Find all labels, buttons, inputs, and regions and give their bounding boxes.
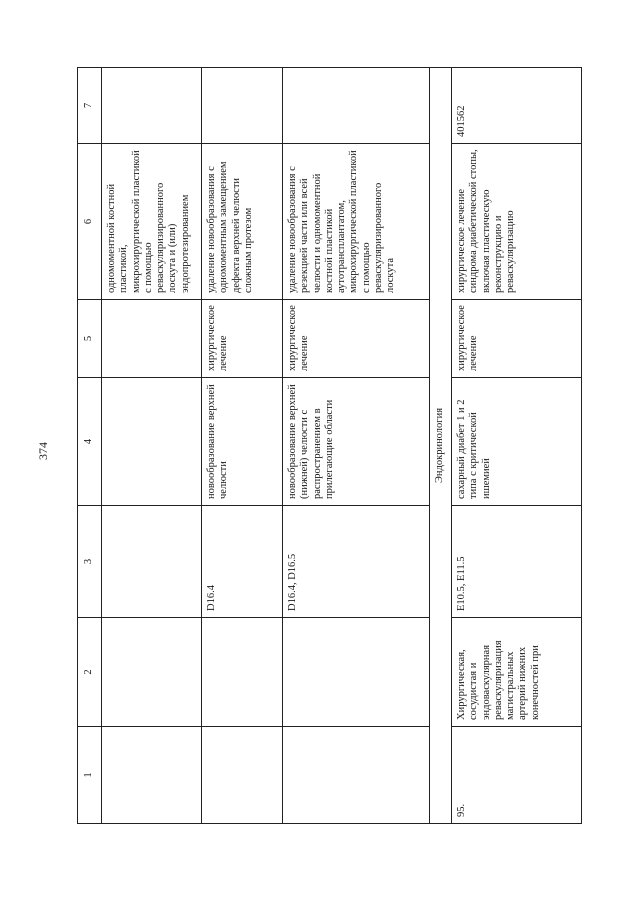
cell-diagnosis: сахарный диабет 1 и 2 типа с критической ишемией bbox=[452, 378, 582, 506]
header-row bbox=[78, 68, 102, 824]
cell-treatment-method: удаление новообразования с резекцией части или всей челюсти и одномоментной костной пластикой аутотрансплантатом, микрохирургической пластикой с помощью реваскуляризированного лоскута bbox=[283, 144, 430, 300]
cell-icd-code: E10.5, E11.5 bbox=[452, 506, 582, 618]
header-cell-5: 5 bbox=[78, 300, 102, 378]
cell-treatment-method: одномоментной костной пластикой, микрохирургической пластикой с помощью реваскуляризированного лоскута и (или) эндопротезированием bbox=[102, 144, 202, 300]
cell-number bbox=[202, 727, 283, 824]
header-cell-1: 1 bbox=[78, 727, 102, 824]
cell-care-type bbox=[102, 618, 202, 727]
cell-icd-code: D16.4 bbox=[202, 506, 283, 618]
cell-icd-code bbox=[102, 506, 202, 618]
cell-treatment-type: хирургическое лечение bbox=[202, 300, 283, 378]
cell-diagnosis bbox=[102, 378, 202, 506]
table-row bbox=[283, 68, 430, 824]
cell-number bbox=[102, 727, 202, 824]
header-cell-2: 2 bbox=[78, 618, 102, 727]
cell-treatment-method: хирургическое лечение синдрома диабетической стопы, включая пластическую реконструкцию и реваскуляризацию bbox=[452, 144, 582, 300]
cell-diagnosis: новообразование верхней (нижней) челюсти с распространением в прилегающие области bbox=[283, 378, 430, 506]
cell-number: 95. bbox=[452, 727, 582, 824]
header-cell-7: 7 bbox=[78, 68, 102, 144]
cell-care-type: Хирургическая, сосудистая и эндоваскулярная реваскуляризация магистральных артерий нижних конечностей при bbox=[452, 618, 582, 727]
cell-cost bbox=[283, 68, 430, 144]
table-row bbox=[202, 68, 283, 824]
cell-icd-code: D16.4, D16.5 bbox=[283, 506, 430, 618]
cell-treatment-type: хирургическое лечение bbox=[452, 300, 582, 378]
table-row bbox=[102, 68, 202, 824]
header-cell-4: 4 bbox=[78, 378, 102, 506]
header-cell-6: 6 bbox=[78, 144, 102, 300]
cell-diagnosis: новообразование верхней челюсти bbox=[202, 378, 283, 506]
cell-cost: 401562 bbox=[452, 68, 582, 144]
cell-cost bbox=[102, 68, 202, 144]
cell-treatment-type: хирургическое лечение bbox=[283, 300, 430, 378]
section-row bbox=[430, 68, 452, 824]
table-row bbox=[452, 68, 582, 824]
cell-treatment-method: удаление новообразования с одномоментным замещением дефекта верхней челюсти сложным протезом bbox=[202, 144, 283, 300]
cell-care-type bbox=[283, 618, 430, 727]
cell-care-type bbox=[202, 618, 283, 727]
cell-treatment-type bbox=[102, 300, 202, 378]
cell-cost bbox=[202, 68, 283, 144]
procedures-table bbox=[77, 67, 582, 824]
page-number: 374 bbox=[36, 442, 50, 460]
header-cell-3: 3 bbox=[78, 506, 102, 618]
section-title: Эндокринология bbox=[430, 68, 452, 824]
cell-number bbox=[283, 727, 430, 824]
